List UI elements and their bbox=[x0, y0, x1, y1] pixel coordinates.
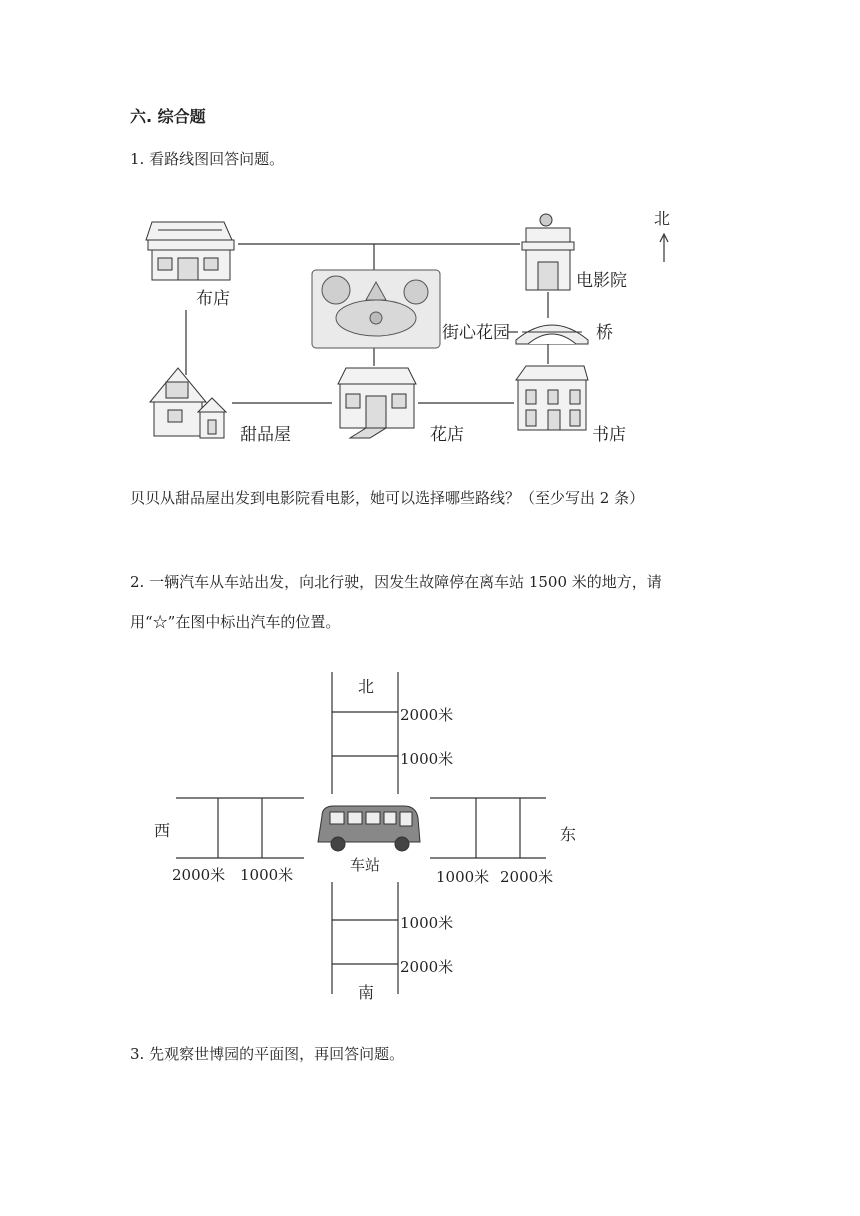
label-south-2000: 2000米 bbox=[400, 958, 454, 976]
label-north: 北 bbox=[358, 677, 375, 696]
label-west-1000: 1000米 bbox=[240, 866, 294, 884]
label-station: 车站 bbox=[350, 856, 381, 874]
question-2-prompt-line2: 用“☆”在图中标出汽车的位置。 bbox=[130, 613, 341, 631]
question-2-prompt-line1: 2. 一辆汽车从车站出发，向北行驶，因发生故障停在离车站 1500 米的地方，请 bbox=[130, 573, 662, 591]
label-east-2000: 2000米 bbox=[500, 868, 554, 886]
label-south: 南 bbox=[358, 983, 375, 1002]
section-title: 六. 综合题 bbox=[130, 107, 206, 126]
label-north-2000: 2000米 bbox=[400, 706, 454, 724]
label-west: 西 bbox=[154, 821, 171, 840]
label-south-1000: 1000米 bbox=[400, 914, 454, 932]
bus-icon bbox=[318, 806, 420, 851]
label-bridge: 桥 bbox=[596, 323, 613, 343]
label-flower-shop: 花店 bbox=[430, 425, 464, 445]
question-1-text: 贝贝从甜品屋出发到电影院看电影，她可以选择哪些路线？（至少写出 2 条） bbox=[130, 489, 645, 507]
label-east: 东 bbox=[560, 825, 577, 844]
label-bookstore: 书店 bbox=[592, 425, 626, 445]
question-3-prompt: 3. 先观察世博园的平面图，再回答问题。 bbox=[130, 1045, 405, 1063]
question-1-prompt: 1. 看路线图回答问题。 bbox=[130, 150, 285, 168]
label-cloth-shop: 布店 bbox=[196, 289, 230, 309]
label-east-1000: 1000米 bbox=[436, 868, 490, 886]
label-cinema: 电影院 bbox=[576, 271, 627, 291]
label-north-1000: 1000米 bbox=[400, 750, 454, 768]
label-dessert-house: 甜品屋 bbox=[240, 425, 291, 445]
label-park: 街心花园 bbox=[442, 323, 510, 343]
label-west-2000: 2000米 bbox=[172, 866, 226, 884]
label-north-map: 北 bbox=[654, 209, 671, 228]
